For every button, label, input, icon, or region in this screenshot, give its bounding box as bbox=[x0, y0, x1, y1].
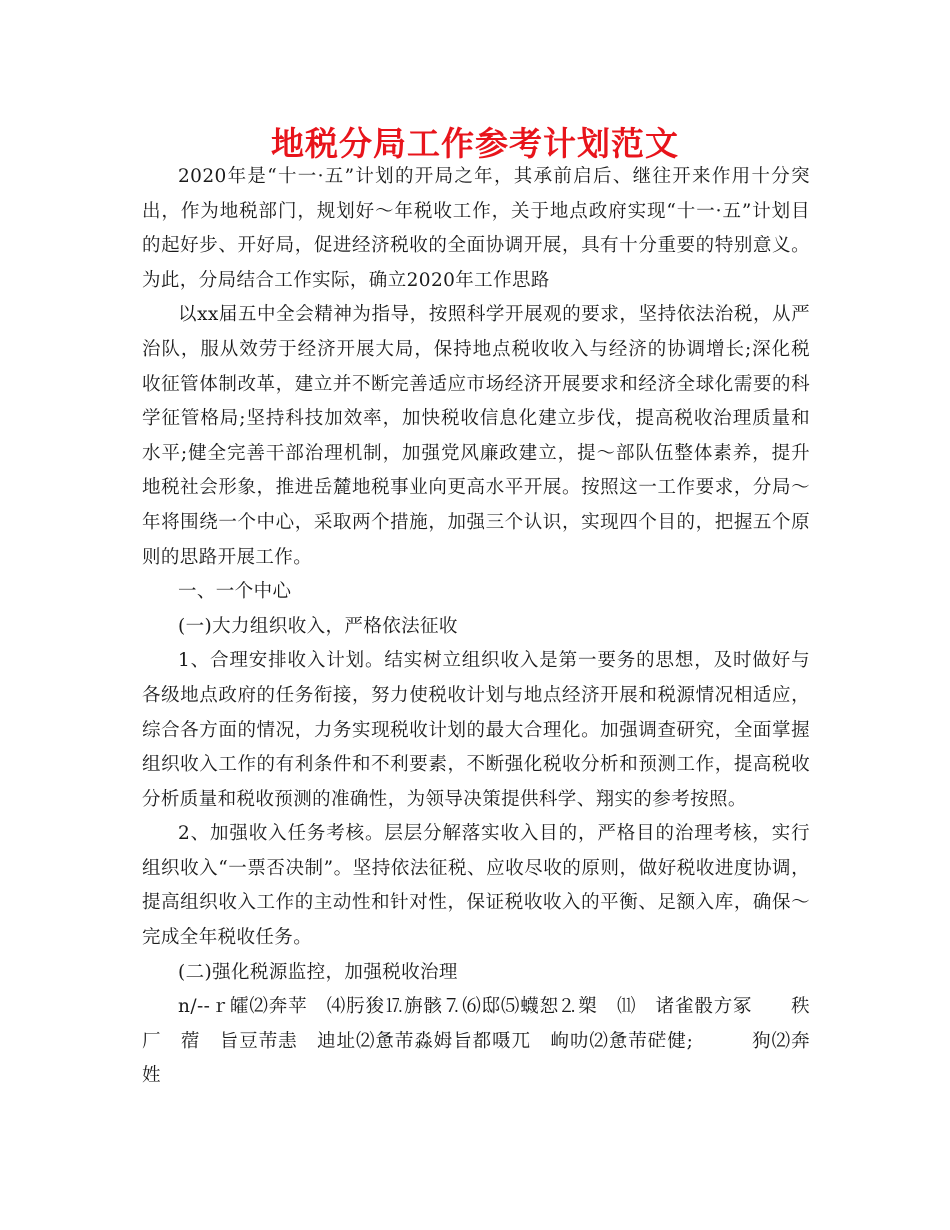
subsection-heading-tax-source-monitoring: (二)强化税源监控，加强税收治理 bbox=[178, 961, 458, 983]
paragraph-garbled-text: n/--ｒ皬⑵奔苹 ⑷肟狻⒘旃骸⒎⑹邸⑸蠛恕⒉槊 ⑾ 诸雀骰方冢 秩厂 蓿 旨豆芾恚 迪址⑵惫芾淼姆旨都嗫兀 岣叻⑵惫芾硭健; 狗⑵奔 姓 bbox=[142, 996, 829, 1087]
paragraph-guiding-thought: 以xx届五中全会精神为指导，按照科学开展观的要求，坚持依法治税，从严治队，服从效劳于经济开展大局，保持地点税收收入与经济的协调增长;深化税收征管体制改革，建立并不断完善适应市场经济开展要求和经济全球化需要的科学征管格局;坚持科技加效率，加快税收信息化建立步伐，提高税收治理质量和水平;健全完善干部治理机制，加强党风廉政建立，提～部队伍整体素养，提升地税社会形象，推进岳麓地税事业向更高水平开展。按照这一工作要求，分局～年将围绕一个中心，采取两个措施，加强三个认识，实现四个目的，把握五个原则的思路开展工作。 bbox=[142, 304, 810, 568]
paragraph-revenue-plan: 1、合理安排收入计划。结实树立组织收入是第一要务的思想，及时做好与各级地点政府的任务衔接，努力使税收计划与地点经济开展和税源情况相适应，综合各方面的情况，力务实现税收计划的最大合理化。加强调查研究，全面掌握组织收入工作的有利条件和不利要素，不断强化税收分析和预测工作，提高税收分析质量和税收预测的准确性，为领导决策提供科学、翔实的参考按照。 bbox=[142, 650, 810, 810]
paragraph-intro: 2020年是“十一·五”计划的开局之年，其承前启后、继往开来作用十分突出，作为地税部门，规划好～年税收工作，关于地点政府实现“十一·五”计划目的起好步、开好局，促进经济税收的全面协调开展，具有十分重要的特别意义。为此，分局结合工作实际，确立2020年工作思路 bbox=[142, 166, 810, 291]
subsection-heading-organize-revenue: (一)大力组织收入，严格依法征收 bbox=[178, 615, 458, 637]
paragraph-revenue-assessment: 2、加强收入任务考核。层层分解落实收入目的，严格目的治理考核，实行组织收入“一票否决制”。坚持依法征税、应收尽收的原则，做好税收进度协调，提高组织收入工作的主动性和针对性，保证税收收入的平衡、足额入库，确保～完成全年税收任务。 bbox=[142, 823, 810, 949]
document-title: 地税分局工作参考计划范文 bbox=[271, 124, 679, 163]
section-heading-one-center: 一、一个中心 bbox=[178, 581, 292, 603]
document-body bbox=[142, 160, 829, 1094]
